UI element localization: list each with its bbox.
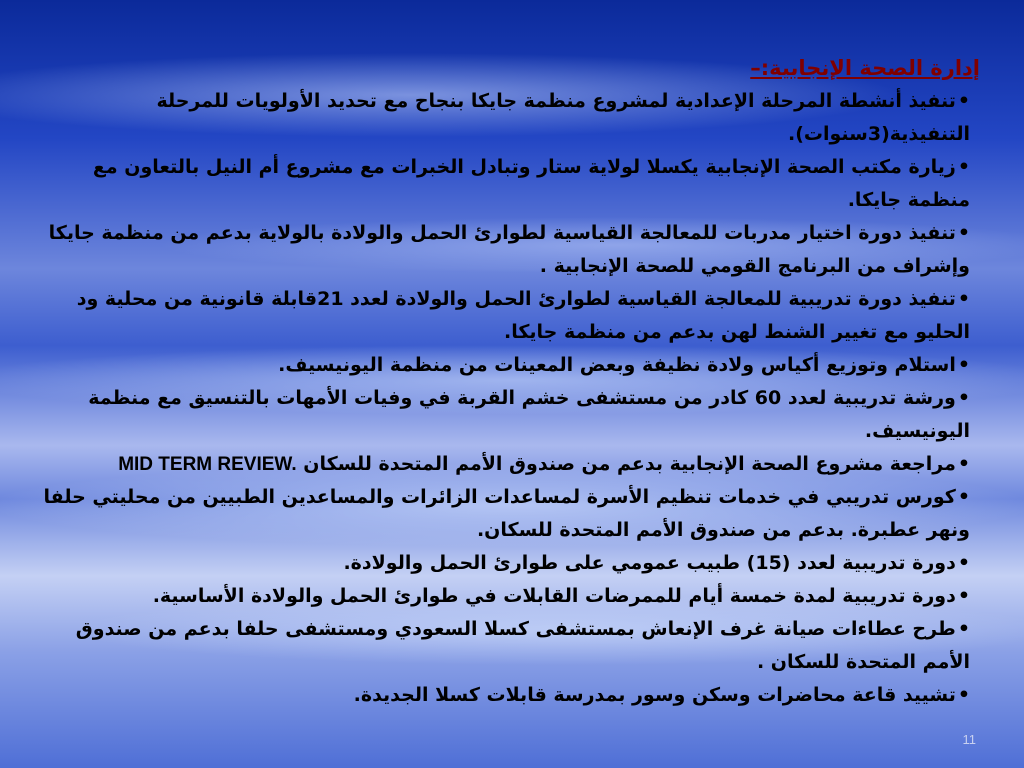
bullet-icon: • (957, 552, 970, 574)
list-item (30, 151, 980, 217)
list-item (30, 349, 980, 382)
bullet-icon: • (957, 354, 970, 376)
bullet-icon: • (957, 288, 970, 310)
list-item-text: دورة تدريبية لمدة خمسة أيام للممرضات القابلات في طوارئ الحمل والولادة الأساسية. (152, 585, 956, 607)
list-item (30, 679, 980, 712)
bullet-icon: • (957, 585, 970, 607)
list-item-text: استلام وتوزيع أكياس ولادة نظيفة وبعض المعينات من منظمة اليونيسيف. (278, 354, 956, 376)
list-item (30, 283, 980, 349)
bullet-icon: • (957, 90, 970, 112)
bullet-icon: • (957, 486, 970, 508)
bullet-icon: • (957, 387, 970, 409)
list-item-review (30, 448, 980, 481)
bullet-icon: • (957, 156, 970, 178)
list-item (30, 580, 980, 613)
list-item-text: تنفيذ دورة تدريبية للمعالجة القياسية لطوارئ الحمل والولادة لعدد 21قابلة قانونية من محلية ود الحليو مع تغيير الشنط لهن بدعم من منظمة جايكا. (76, 288, 970, 343)
bullet-icon: • (957, 453, 970, 475)
list-item-text: ورشة تدريبية لعدد 60 كادر من مستشفى خشم القربة في وفيات الأمهات بالتنسيق مع منظمة اليونيسيف. (88, 387, 970, 442)
list-item-text: طرح عطاءات صيانة غرف الإنعاش بمستشفى كسلا السعودي ومستشفى حلفا بدعم من صندوق الأمم المتحدة للسكان . (75, 618, 970, 673)
list-item (30, 85, 980, 151)
list-item-text: تنفيذ أنشطة المرحلة الإعدادية لمشروع منظمة جايكا بنجاح مع تحديد الأولويات للمرحلة التنفيذية(3سنوات). (156, 90, 970, 145)
list-item (30, 382, 980, 448)
list-item-text: مراجعة مشروع الصحة الإنجابية بدعم من صندوق الأمم المتحدة للسكان (303, 453, 956, 475)
list-item-text: تشييد قاعة محاضرات وسكن وسور بمدرسة قابلات كسلا الجديدة. (353, 684, 956, 706)
list-item-text: دورة تدريبية لعدد (15) طبيب عمومي على طوارئ الحمل والولادة. (343, 552, 956, 574)
bullet-icon: • (957, 222, 970, 244)
page-number: 11 (962, 732, 976, 747)
slide-content (30, 52, 980, 712)
list-item-text: تنفيذ دورة اختيار مدربات للمعالجة القياسية لطوارئ الحمل والولادة بالولاية بدعم من منظمة جايكا وإشراف من البرنامج القومي للصحة الإنجابية . (48, 222, 970, 277)
list-item (30, 613, 980, 679)
list-item (30, 217, 980, 283)
list-item (30, 481, 980, 547)
mid-term-review-label: MID TERM REVIEW. (118, 454, 297, 475)
bullet-icon: • (957, 618, 970, 640)
slide-title: إدارة الصحة الإنجابية:– (750, 56, 980, 80)
list-item (30, 547, 980, 580)
list-item-text: كورس تدريبي في خدمات تنظيم الأسرة لمساعدات الزائرات والمساعدين الطبيين من محليتي حلفا ونهر عطبرة. بدعم من صندوق الأمم المتحدة للسكان. (43, 486, 970, 541)
bullet-icon: • (957, 684, 970, 706)
list-item-text: زيارة مكتب الصحة الإنجابية يكسلا لولاية ستار وتبادل الخبرات مع مشروع أم النيل بالتعاون مع منظمة جايكا. (92, 156, 970, 211)
